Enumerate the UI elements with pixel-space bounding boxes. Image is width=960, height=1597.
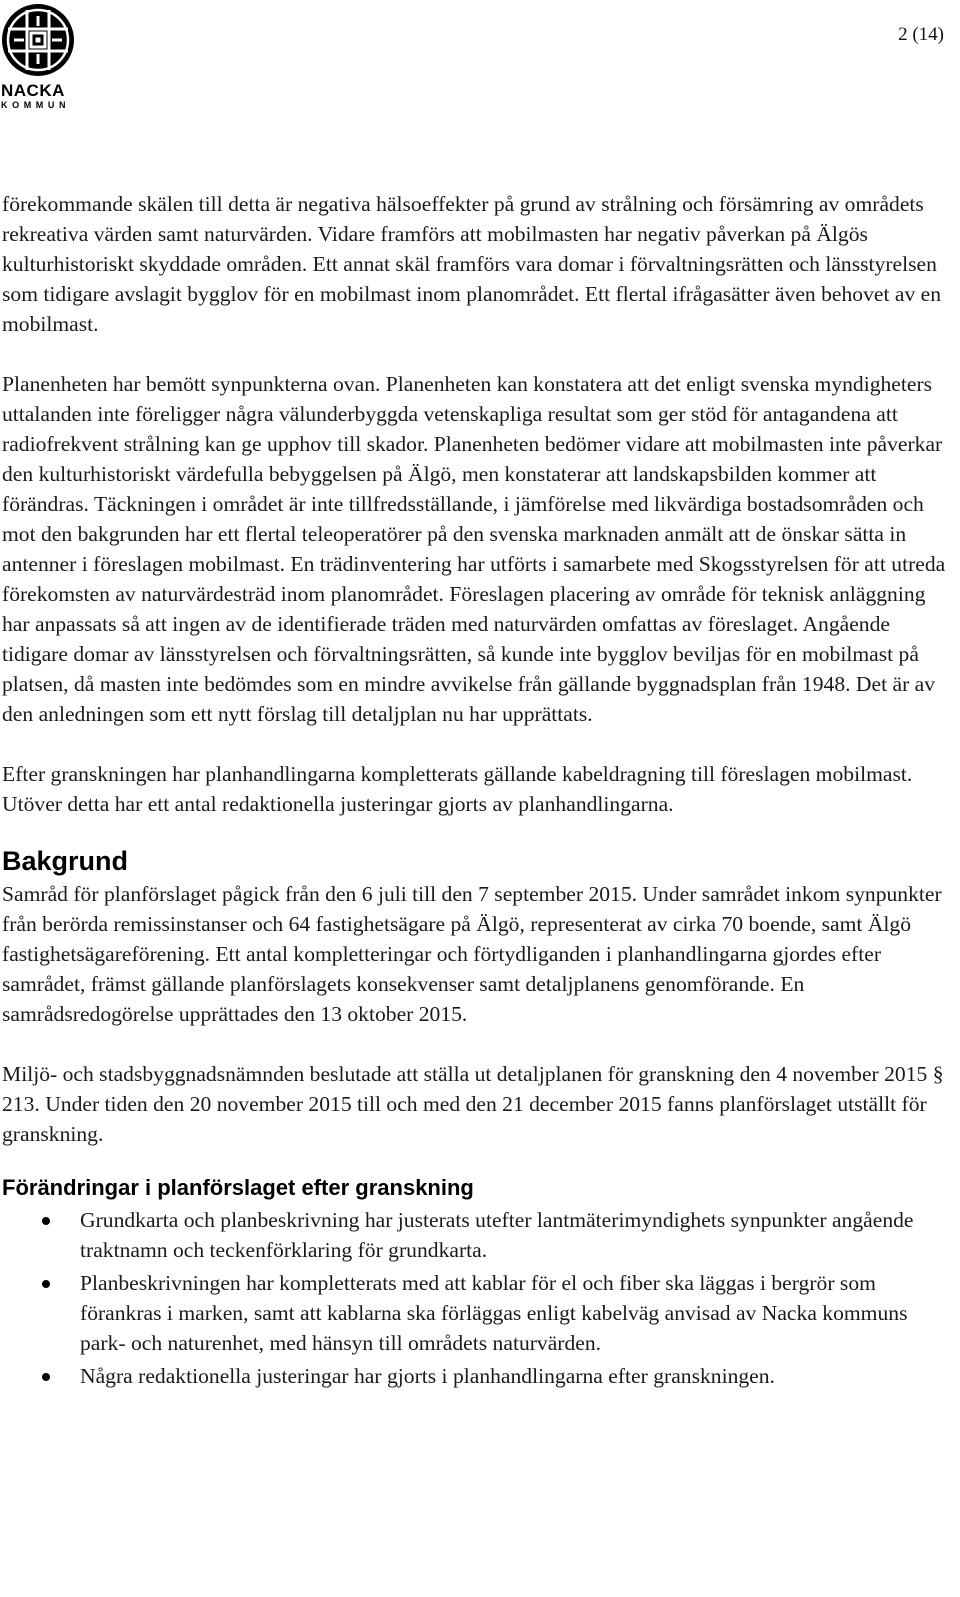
paragraph-granskning: Miljö- och stadsbyggnadsnämnden beslutade att ställa ut detaljplanen för granskning den 4 november 2015 § 213. Under tiden den 20 november 2015 till och med den 21 december 2015 fanns planförslaget utställt för granskning.	[2, 1062, 944, 1146]
bullet-icon	[42, 1280, 50, 1288]
changes-list	[2, 1205, 952, 1391]
logo-name: NACKA	[1, 81, 65, 100]
bullet-icon	[42, 1217, 50, 1225]
list-item-text: Några redaktionella justeringar har gjorts i planhandlingarna efter granskningen.	[80, 1364, 775, 1388]
paragraph-samrad: Samråd för planförslaget pågick från den 6 juli till den 7 september 2015. Under samrådet inkom synpunkter från berörda remissinstanser och 64 fastighetsägare på Älgö, representerat av cirka 70 boende, samt Älgö fastighetsägareförening. Ett antal kompletteringar och förtydliganden i planhandlingarna gjordes efter samrådet, främst gällande planförslagets konsekvenser samt detaljplanens genomförande. En samrådsredogörelse upprättades den 13 oktober 2015.	[2, 882, 942, 1026]
page-number: 2 (14)	[898, 24, 944, 45]
heading-forandringar: Förändringar i planförslaget efter granskning	[2, 1175, 474, 1200]
list-item-text: Planbeskrivningen har kompletterats med att kablar för el och fiber ska läggas i bergrör som förankras i marken, samt att kablarna ska förläggas enligt kabelväg anvisad av Nacka kommuns park- och naturenhet, med hänsyn till områdets naturvärden.	[80, 1271, 908, 1355]
nacka-kommun-logo	[0, 2, 80, 112]
list-item	[2, 1205, 952, 1265]
paragraph-after-review: Efter granskningen har planhandlingarna kompletterats gällande kabeldragning till föreslagen mobilmast. Utöver detta har ett antal redaktionella justeringar gjorts av planhandlingarna.	[2, 762, 913, 816]
heading-bakgrund: Bakgrund	[2, 846, 129, 876]
list-item	[2, 1268, 952, 1358]
list-item	[2, 1361, 952, 1391]
nacka-emblem-icon	[0, 2, 76, 78]
logo-subtitle: KOMMUN	[1, 100, 71, 110]
list-item-text: Grundkarta och planbeskrivning har justerats utefter lantmäterimyndighets synpunkter angående traktnamn och teckenförklaring för grundkarta.	[80, 1208, 914, 1262]
paragraph-objections: förekommande skälen till detta är negativa hälsoeffekter på grund av strålning och försämring av områdets rekreativa värden samt naturvärden. Vidare framförs att mobilmasten har negativ påverkan på Älgös kulturhistoriskt skyddade områden. Ett annat skäl framförs vara domar i förvaltningsrätten och länsstyrelsen som tidigare avslagit bygglov för en mobilmast inom planområdet. Ett flertal ifrågasätter även behovet av en mobilmast.	[2, 192, 942, 336]
paragraph-response: Planenheten har bemött synpunkterna ovan. Planenheten kan konstatera att det enligt svenska myndigheters uttalanden inte föreligger några välunderbyggda vetenskapliga resultat som ger stöd för antagandena att radiofrekvent strålning kan ge upphov till skador. Planenheten bedömer vidare att mobilmasten inte påverkar den kulturhistoriskt värdefulla bebyggelsen på Älgö, men konstaterar att landskapsbilden kommer att förändras. Täckningen i området är inte tillfredsställande, i jämförelse med likvärdiga bostadsområden och mot den bakgrunden har ett flertal teleoperatörer på den svenska marknaden anmält att de önskar sätta in antenner i föreslagen mobilmast. En trädinventering har utförts i samarbete med Skogsstyrelsen för att utreda förekomsten av naturvärdesträd inom planområdet. Föreslagen placering av område för teknisk anläggning har anpassats så att ingen av de identifierade träden med naturvärden omfattas av föreslaget. Angående tidigare domar av länsstyrelsen och förvaltningsrätten, så kunde inte bygglov beviljas för en mobilmast på platsen, då masten inte bedömdes som en mindre avvikelse från gällande byggnadsplan från 1948. Det är av den anledningen som ett nytt förslag till detaljplan nu har upprättats.	[2, 372, 946, 726]
bullet-icon	[42, 1373, 50, 1381]
document-body	[2, 189, 952, 1394]
